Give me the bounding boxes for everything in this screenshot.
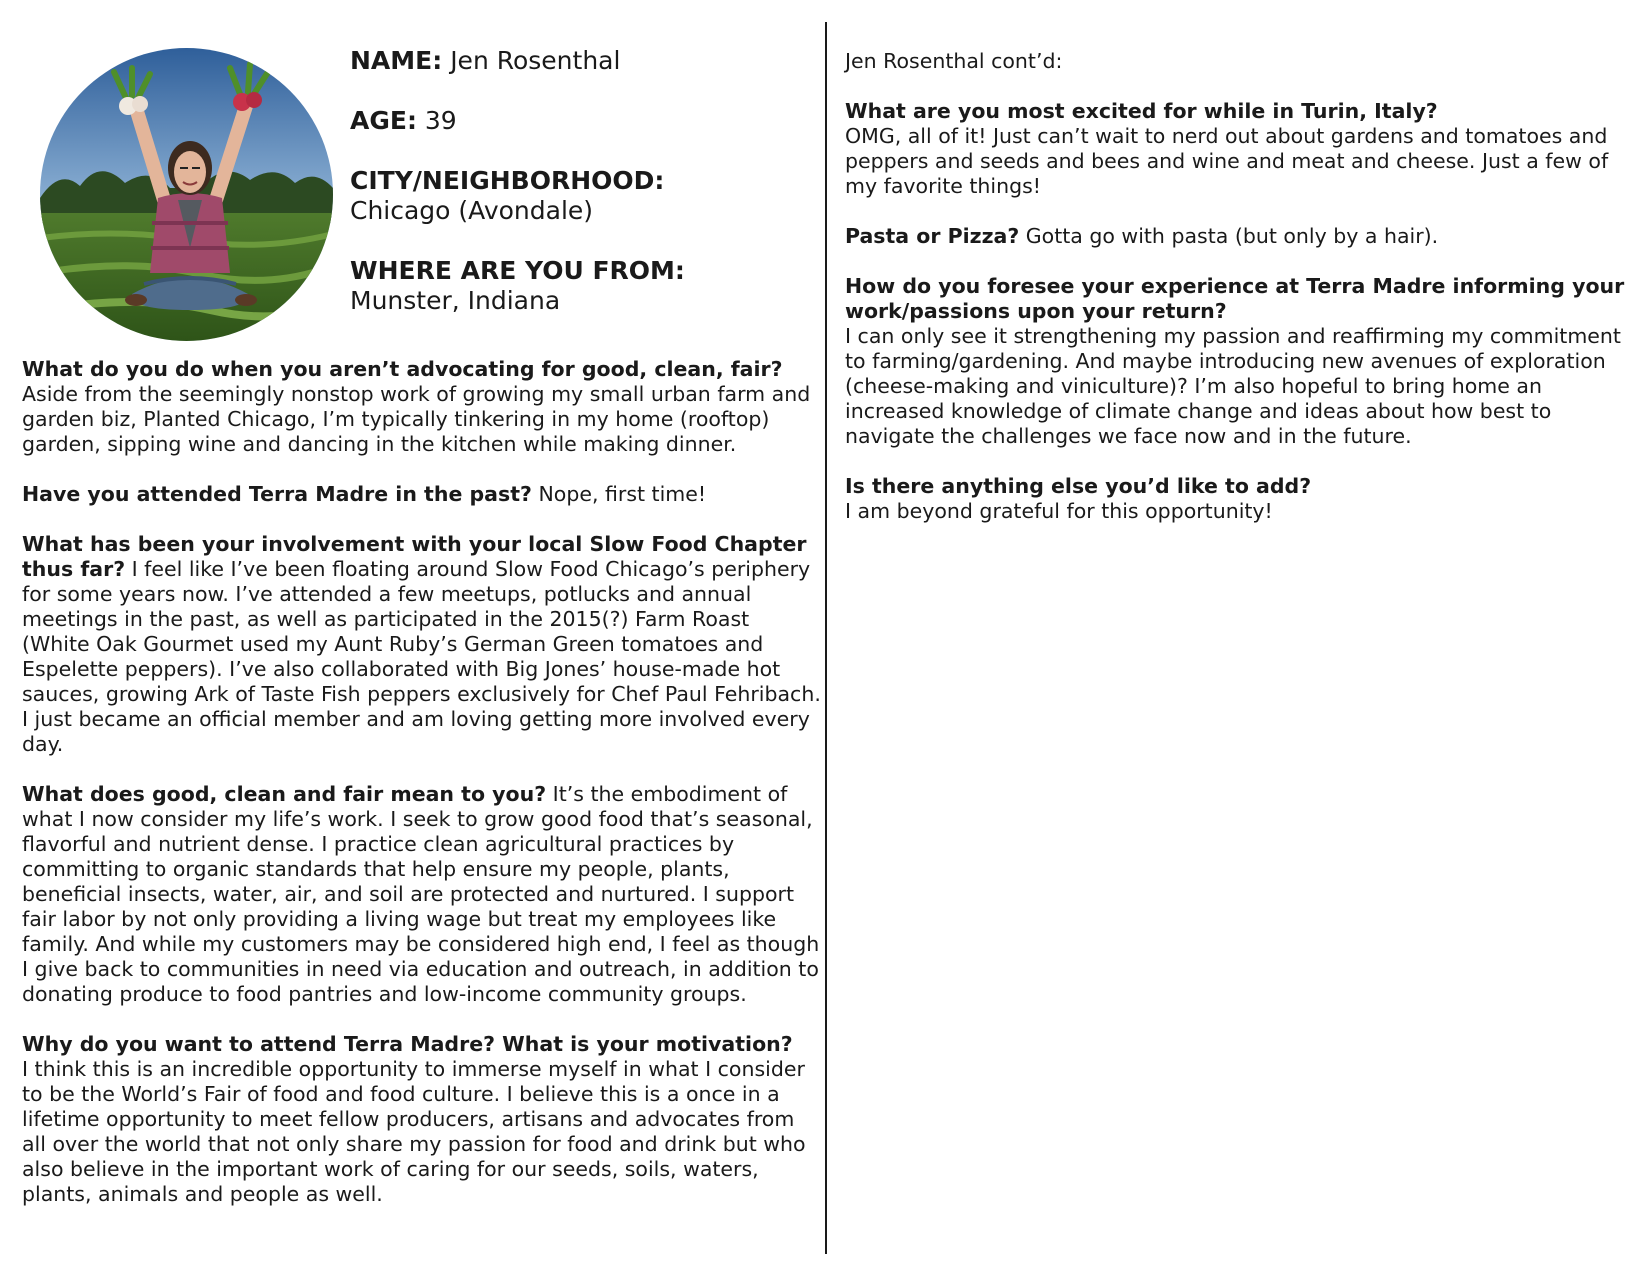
profile-info	[350, 46, 810, 346]
question: Pasta or Pizza?	[845, 224, 1020, 248]
city-field	[350, 166, 810, 226]
qa-free-time	[22, 357, 822, 457]
answer: Nope, first time!	[538, 482, 707, 506]
question: What has been your involvement with your local Slow Food Chapter thus far?	[22, 532, 807, 581]
name-value: Jen Rosenthal	[450, 46, 621, 75]
qa-motivation	[22, 1032, 822, 1207]
answer: Gotta go with pasta (but only by a hair).	[1025, 224, 1439, 248]
right-column	[845, 49, 1630, 549]
question: What do you do when you aren’t advocating for good, clean, fair?	[22, 357, 783, 381]
name-field	[350, 46, 810, 76]
qa-experience-informing-work	[845, 274, 1630, 449]
qa-attended-before	[22, 482, 822, 507]
portrait-illustration	[40, 48, 333, 341]
city-label: CITY/NEIGHBORHOOD:	[350, 166, 665, 195]
answer: I feel like I’ve been floating around Slow Food Chicago’s periphery for some years now. I’ve attended a few meetups, potlucks and annual meetings in the past, as well as participated in the 2015(?) Farm Roast (White Oak Gourmet used my Aunt Ruby’s German Green tomatoes and Espelette peppers). I’ve also collaborated with Big Jones’ house-made hot sauces, growing Ark of Taste Fish peppers exclusively for Chef Paul Fehribach. I just became an official member and am loving getting more involved every day.	[22, 557, 821, 756]
hometown-field	[350, 256, 810, 316]
qa-turin-excitement	[845, 99, 1630, 199]
left-column	[22, 357, 822, 1232]
question: How do you foresee your experience at Terra Madre informing your work/passions upon your return?	[845, 274, 1625, 323]
answer: I think this is an incredible opportunity to immerse myself in what I consider to be the World’s Fair of food and food culture. I believe this is a once in a lifetime opportunity to meet fellow producers, artisans and advocates from all over the world that not only share my passion for food and drink but who also believe in the important work of caring for our seeds, soils, waters, plants, animals and people as well.	[22, 1057, 806, 1206]
city-value: Chicago (Avondale)	[350, 196, 594, 225]
qa-anything-else	[845, 474, 1630, 524]
question: Is there anything else you’d like to add?	[845, 474, 1312, 498]
qa-good-clean-fair	[22, 782, 822, 1007]
question: Why do you want to attend Terra Madre? What is your motivation?	[22, 1032, 793, 1056]
hometown-value: Munster, Indiana	[350, 286, 561, 315]
answer: OMG, all of it! Just can’t wait to nerd out about gardens and tomatoes and peppers and seeds and bees and wine and meat and cheese. Just a few of my favorite things!	[845, 124, 1609, 198]
answer: I am beyond grateful for this opportunity!	[845, 499, 1273, 523]
name-label: NAME:	[350, 46, 443, 75]
answer: It’s the embodiment of what I now consider my life’s work. I seek to grow good food that’s seasonal, flavorful and nutrient dense. I practice clean agricultural practices by committing to organic standards that help ensure my people, plants, beneficial insects, water, air, and soil are protected and nurtured. I support fair labor by not only providing a living wage but treat my employees like family. And while my customers may be considered high end, I feel as though I give back to communities in need via education and outreach, in addition to donating produce to food pantries and low-income community groups.	[22, 782, 820, 1006]
hometown-label: WHERE ARE YOU FROM:	[350, 256, 685, 285]
age-field	[350, 106, 810, 136]
qa-pasta-or-pizza	[845, 224, 1630, 249]
continued-heading: Jen Rosenthal cont’d:	[845, 49, 1063, 73]
age-value: 39	[424, 106, 457, 135]
age-label: AGE:	[350, 106, 417, 135]
column-divider	[825, 22, 827, 1254]
question: What are you most excited for while in Turin, Italy?	[845, 99, 1438, 123]
profile-photo	[40, 48, 333, 341]
answer: I can only see it strengthening my passion and reaffirming my commitment to farming/gardening. And maybe introducing new avenues of exploration (cheese-making and viniculture)? I’m also hopeful to bring home an increased knowledge of climate change and ideas about how best to navigate the challenges we face now and in the future.	[845, 324, 1621, 448]
question: What does good, clean and fair mean to you?	[22, 782, 547, 806]
qa-local-involvement	[22, 532, 822, 757]
question: Have you attended Terra Madre in the past?	[22, 482, 532, 506]
answer: Aside from the seemingly nonstop work of growing my small urban farm and garden biz, Planted Chicago, I’m typically tinkering in my home (rooftop) garden, sipping wine and dancing in the kitchen while making dinner.	[22, 382, 811, 456]
